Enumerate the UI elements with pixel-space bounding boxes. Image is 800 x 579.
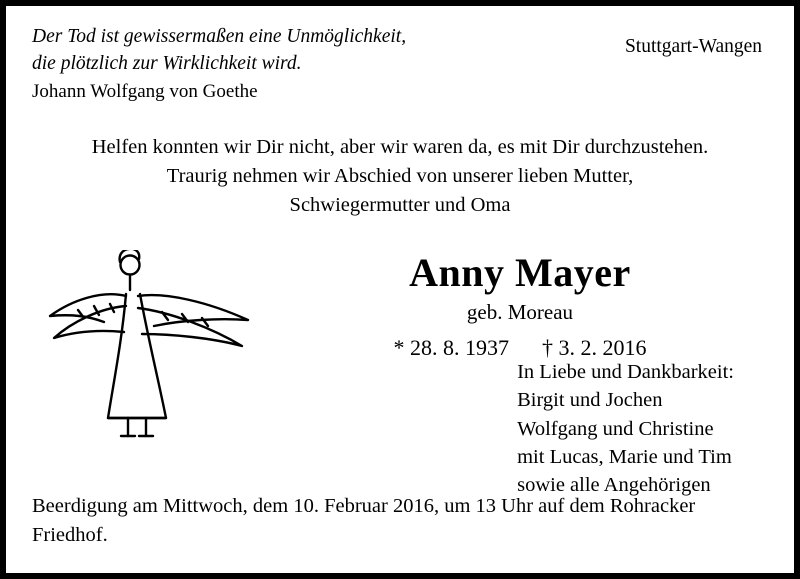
birth-date: * 28. 8. 1937 [393,335,509,361]
intro-line-2: Traurig nehmen wir Abschied von unserer lieben Mutter, [166,164,634,187]
family-line-3: Wolfgang und Christine [517,417,714,440]
quote-block [32,24,406,105]
funeral-line-1: Beerdigung am Mittwoch, dem 10. Februar 2016, um 13 Uhr auf dem Rohracker [32,495,696,518]
angel-icon [42,250,272,450]
deceased-name: Anny Mayer [409,250,631,296]
intro-text [32,133,768,220]
funeral-details [32,492,768,549]
family-line-4: mit Lucas, Marie und Tim [517,446,732,469]
place-label: Stuttgart-Wangen [624,36,762,57]
family-line-1: In Liebe und Dankbarkeit: [517,361,734,384]
obituary-inner [6,6,794,573]
deceased-maiden-name: geb. Moreau [466,300,574,325]
family-line-2: Birgit und Jochen [517,389,663,412]
intro-line-1: Helfen konnten wir Dir nicht, aber wir waren da, es mit Dir durchzustehen. [91,135,709,158]
intro-line-3: Schwiegermutter und Oma [289,194,511,217]
main-section [32,246,768,497]
family-block [517,358,734,499]
deceased-block [272,252,768,361]
death-date: † 3. 2. 2016 [542,335,647,361]
quote-author: Johann Wolfgang von Goethe [32,81,258,103]
funeral-line-2: Friedhof. [32,523,108,546]
quote-line-2: die plötzlich zur Wirklichkeit wird. [32,52,302,74]
header-row [32,24,768,105]
family-line-5: sowie alle Angehörigen [517,474,711,497]
quote-line-1: Der Tod ist gewissermaßen eine Unmöglichkeit, [32,26,407,47]
